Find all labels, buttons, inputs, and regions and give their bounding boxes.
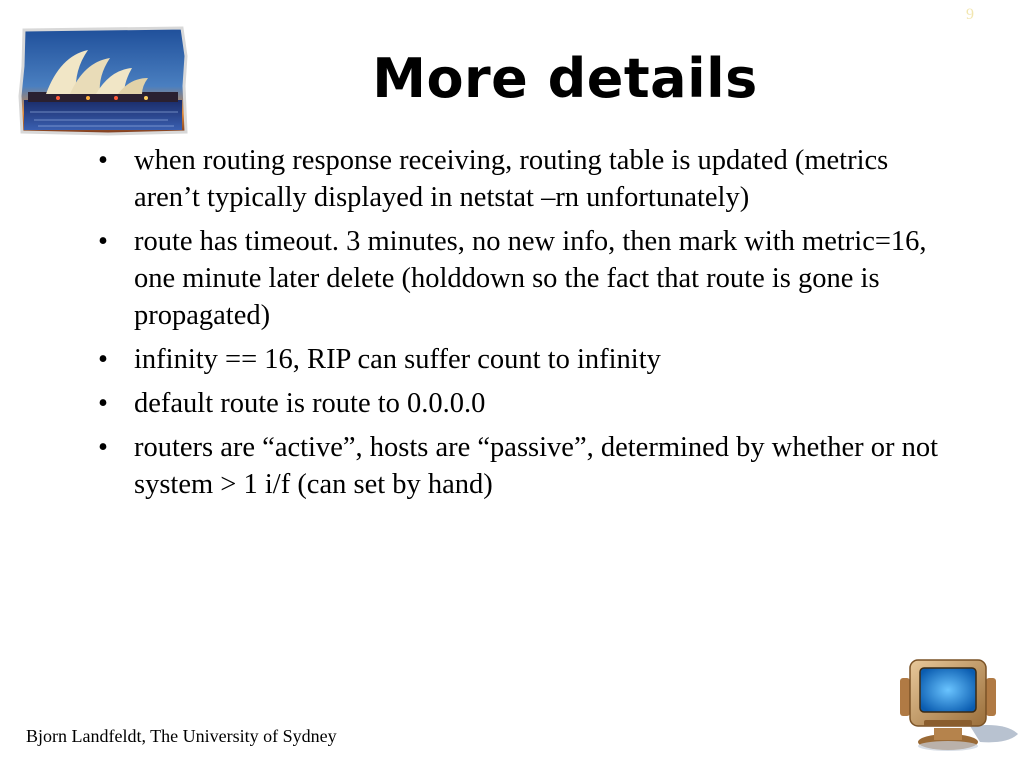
bullet-text: when routing response receiving, routing table is updated (metrics aren’t typically displayed in netstat –rn unfortunately) — [134, 145, 889, 213]
bullet-icon: • — [98, 145, 108, 176]
list-item — [96, 341, 956, 378]
page-number: 9 — [966, 6, 974, 23]
list-item — [96, 429, 956, 503]
bullet-icon: • — [98, 226, 108, 257]
bullet-icon: • — [98, 388, 108, 419]
slide-title: More details — [372, 47, 758, 110]
bullet-text: default route is route to 0.0.0.0 — [134, 388, 486, 419]
bullet-icon: • — [98, 344, 108, 375]
list-item — [96, 223, 956, 334]
bullet-list — [96, 142, 956, 510]
bullet-text: route has timeout. 3 minutes, no new info, then mark with metric=16, one minute later delete (holddown so the fact that route is gone is propagated) — [134, 226, 927, 331]
bullet-text: infinity == 16, RIP can suffer count to infinity — [134, 344, 661, 375]
list-item — [96, 142, 956, 216]
bullet-text: routers are “active”, hosts are “passive”, determined by whether or not system > 1 i/f (can set by hand) — [134, 432, 938, 500]
footer-credit: Bjorn Landfeldt, The University of Sydney — [26, 726, 337, 746]
list-item — [96, 385, 956, 422]
computer-monitor-icon — [896, 656, 1022, 756]
bullet-icon: • — [98, 432, 108, 463]
sydney-opera-house-icon — [18, 26, 188, 136]
